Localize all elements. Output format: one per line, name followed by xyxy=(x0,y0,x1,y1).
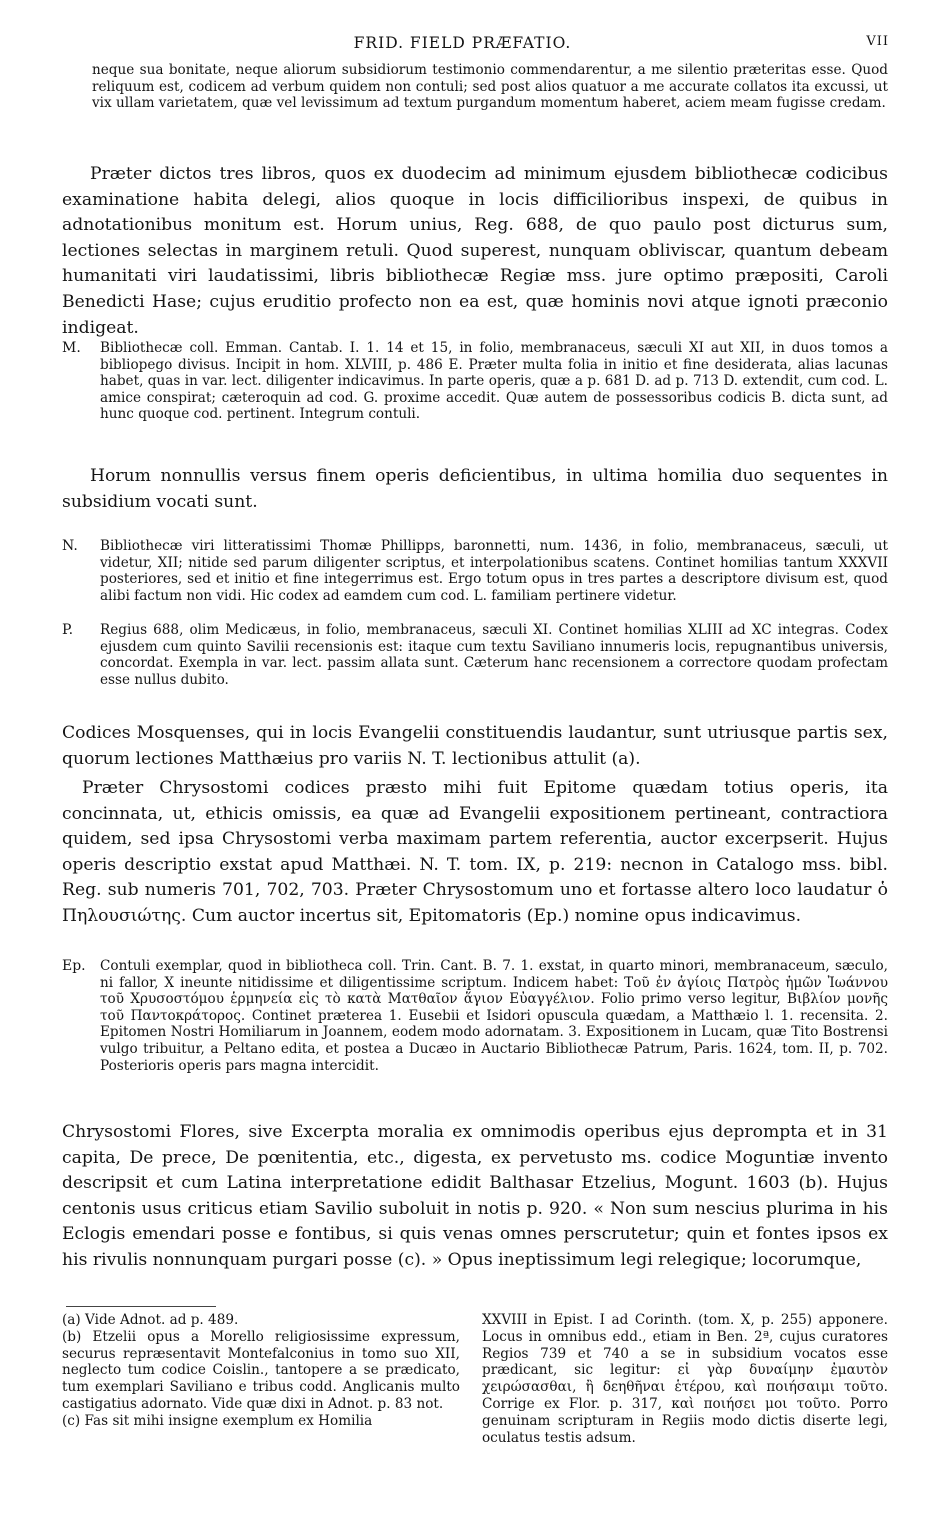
codex-entry-m xyxy=(62,340,888,423)
paragraph-praeter-dictos: Præter dictos tres libros, quos ex duodecim ad minimum ejusdem bibliothecæ codicibus examinatione habita delegi, alios quoque in locis difficilioribus inspexi, de quibus in adnotationibus monitum est. Horum unius, Reg. 688, de quo paulo post dicturus sum, lectiones selectas in marginem retuli. Quod superest, nunquam obliviscar, quantum debeam humanitati viri laudatissimi, libris bibliothecæ Regiæ mss. jure optimo præpositi, Caroli Benedicti Hase; cujus eruditio profecto non ea est, quæ hominis novi atque ignoti præconio indigeat. xyxy=(62,164,888,338)
footnote-separator xyxy=(66,1306,216,1307)
paragraph-horum-nonnullis: Horum nonnullis versus finem operis deficientibus, in ultima homilia duo sequentes in subsidium vocati sunt. xyxy=(62,466,888,512)
footnotes-left-column xyxy=(62,1312,460,1430)
paragraph-codices-mosquenses: Codices Mosquenses, qui in locis Evangelii constituendis laudantur, sunt utriusque partis sex, quorum lectiones Matthæius pro variis N. T. lectionibus attulit (a). xyxy=(62,723,888,769)
siglum: P. xyxy=(62,622,74,638)
codex-entry-n xyxy=(62,538,888,604)
codex-entry-ep xyxy=(62,958,888,1074)
siglum: Ep. xyxy=(62,958,86,974)
entry-text: Regius 688, olim Medicæus, in folio, membranaceus, sæculi XI. Continet homilias XLIII ad XC integras. Codex ejusdem cum quinto Savilii recensionis est: itaque cum textu Saviliano innumeris locis, repugnantibus universis, concordat. Exempla in var. lect. passim allata sunt. Cæterum hanc recensionem a correctore quodam profectam esse nullus dubito. xyxy=(100,622,888,688)
footnote-b: (b) Etzelii opus a Morello religiosissime expressum, securus repræsentavit Montefalconius in tomo suo XII, neglecto tum codice Coislin., tantopere a se prædicato, tum exemplari Saviliano e tribus codd. Anglicanis multo castigatius adornato. Vide quæ dixi in Adnot. p. 83 not. xyxy=(62,1328,460,1412)
footnote-c: (c) Fas sit mihi insigne exemplum ex Homilia xyxy=(62,1412,373,1429)
paragraph-epitome: Præter Chrysostomi codices præsto mihi fuit Epitome quædam totius operis, ita concinnata, ut, ethicis omissis, ea quæ ad Evangelii expositionem pertineant, contractiora quidem, sed ipsa Chrysostomi verba maximam partem referentia, auctor excerpserit. Hujus operis descriptio exstat apud Matthæi. N. T. tom. IX, p. 219: necnon in Catalogo mss. bibl. Reg. sub numeris 701, 702, 703. Præter Chrysostomum uno et fortasse altero loco laudatur ὁ Πηλουσιώτης. Cum auctor incertus sit, Epitomatoris (Ep.) nomine opus indicavimus. xyxy=(62,778,888,926)
codex-entry-p xyxy=(62,622,888,688)
footnotes-right-column xyxy=(482,1312,888,1446)
page-number: VII xyxy=(866,34,889,49)
paragraph-chrysostomi-flores: Chrysostomi Flores, sive Excerpta moralia ex omnimodis operibus ejus deprompta et in 31 capita, De prece, De pœnitentia, etc., digesta, ex pervetusto ms. codice Moguntiæ invento descripsit et cum Latina interpretatione edidit Balthasar Etzelius, Mogunt. 1603 (b). Hujus centonis usus criticus etiam Savilio suboluit in notis p. 920. « Non sum nescius plurima in his Eclogis emendari posse e fontibus, si quis venas omnes perscrutetur; quin et fontes ipsos ex his rivulis nonnunquam purgari posse (c). » Opus ineptissimum legi relegique; locorumque, xyxy=(62,1122,888,1270)
entry-text: Bibliothecæ coll. Emman. Cantab. I. 1. 14 et 15, in folio, membranaceus, sæculi XI aut XII, in duos tomos a bibliopego divisus. Incipit in hom. XLVIII, p. 486 E. Præter multa folia in initio et fine desiderata, alias lacunas habet, quas in var. lect. diligenter indicavimus. In parte operis, quæ a p. 681 D. ad p. 713 D. extendit, cum cod. L. amice conspirat; cæteroquin ad cod. G. proxime accedit. Quæ autem de possessoribus codicis B. dicta sunt, ad hunc quoque cod. pertinent. Integrum contuli. xyxy=(100,340,888,423)
siglum: M. xyxy=(62,340,81,356)
entry-text: Contuli exemplar, quod in bibliotheca coll. Trin. Cant. B. 7. 1. exstat, in quarto minori, membranaceum, sæculo, ni fallor, X ineunte nitidissime et diligentissime scriptum. Indicem habet: Τοῦ ἐν ἁγίοις Πατρὸς ἡμῶν Ἰωάννου τοῦ Χρυσοστόμου ἑρμηνεία εἰς τὸ κατὰ Ματθαῖον ἅγιον Εὐαγγέλιον. Folio primo verso legitur, Βιβλίον μονῆς τοῦ Παντοκράτορος. Continet præterea 1. Eusebii et Isidori opuscula quædam, a Matthæio l. 1. recensita. 2. Epitomen Nostri Homiliarum in Joannem, eodem modo adornatam. 3. Expositionem in Lucam, quæ Tito Bostrensi vulgo tribuitur, a Peltano edita, et postea a Ducæo in Auctario Bibliothecæ Patrum, Paris. 1624, tom. II, p. 702. Posterioris operis pars magna intercidit. xyxy=(100,958,888,1074)
footnote-c-continued: XXVIII in Epist. I ad Corinth. (tom. X, p. 255) apponere. Locus in omnibus edd., etiam in Ben. 2ª, cujus curatores Regios 739 et 740 a se in subsidium vocatos esse prædicant, sic legitur: εἰ γὰρ δυναίμην ἐμαυτὸν χειρώσασθαι, ἢ δεηθῆναι ἑτέρου, καὶ ποιήσαιμι τοῦτο. Corrige ex Flor. p. 317, καὶ ποιήσει μοι τοῦτο. Porro genuinam scripturam in Regiis modo dictis diserte legi, oculatus testis adsum. xyxy=(482,1312,888,1446)
entry-text: Bibliothecæ viri litteratissimi Thomæ Phillipps, baronnetti, num. 1436, in folio, membranaceus, sæculi, ut videtur, XII; nitide sed parum diligenter scriptus, et interpolationibus scatens. Continet homilias tantum XXXVII posteriores, sed et initio et fine integerrimus est. Ergo totum opus in tres partes a descriptore divisum est, quod alibi factum non vidi. Hic codex ad eamdem cum cod. L. familiam pertinere videtur. xyxy=(100,538,888,604)
siglum: N. xyxy=(62,538,78,554)
footnote-a: (a) Vide Adnot. ad p. 489. xyxy=(62,1312,239,1328)
paragraph-continuation: neque sua bonitate, neque aliorum subsidiorum testimonio commendarentur, a me silentio præteritas esse. Quod reliquum est, codicem ad verbum quidem non contuli; sed post alios quatuor a me accurate collatos ita excussi, ut vix ullam varietatem, quæ vel levissimum ad textum purgandum momentum haberet, aciem meam fugisse credam. xyxy=(92,62,888,112)
running-title: FRID. FIELD PRÆFATIO. xyxy=(353,34,572,52)
